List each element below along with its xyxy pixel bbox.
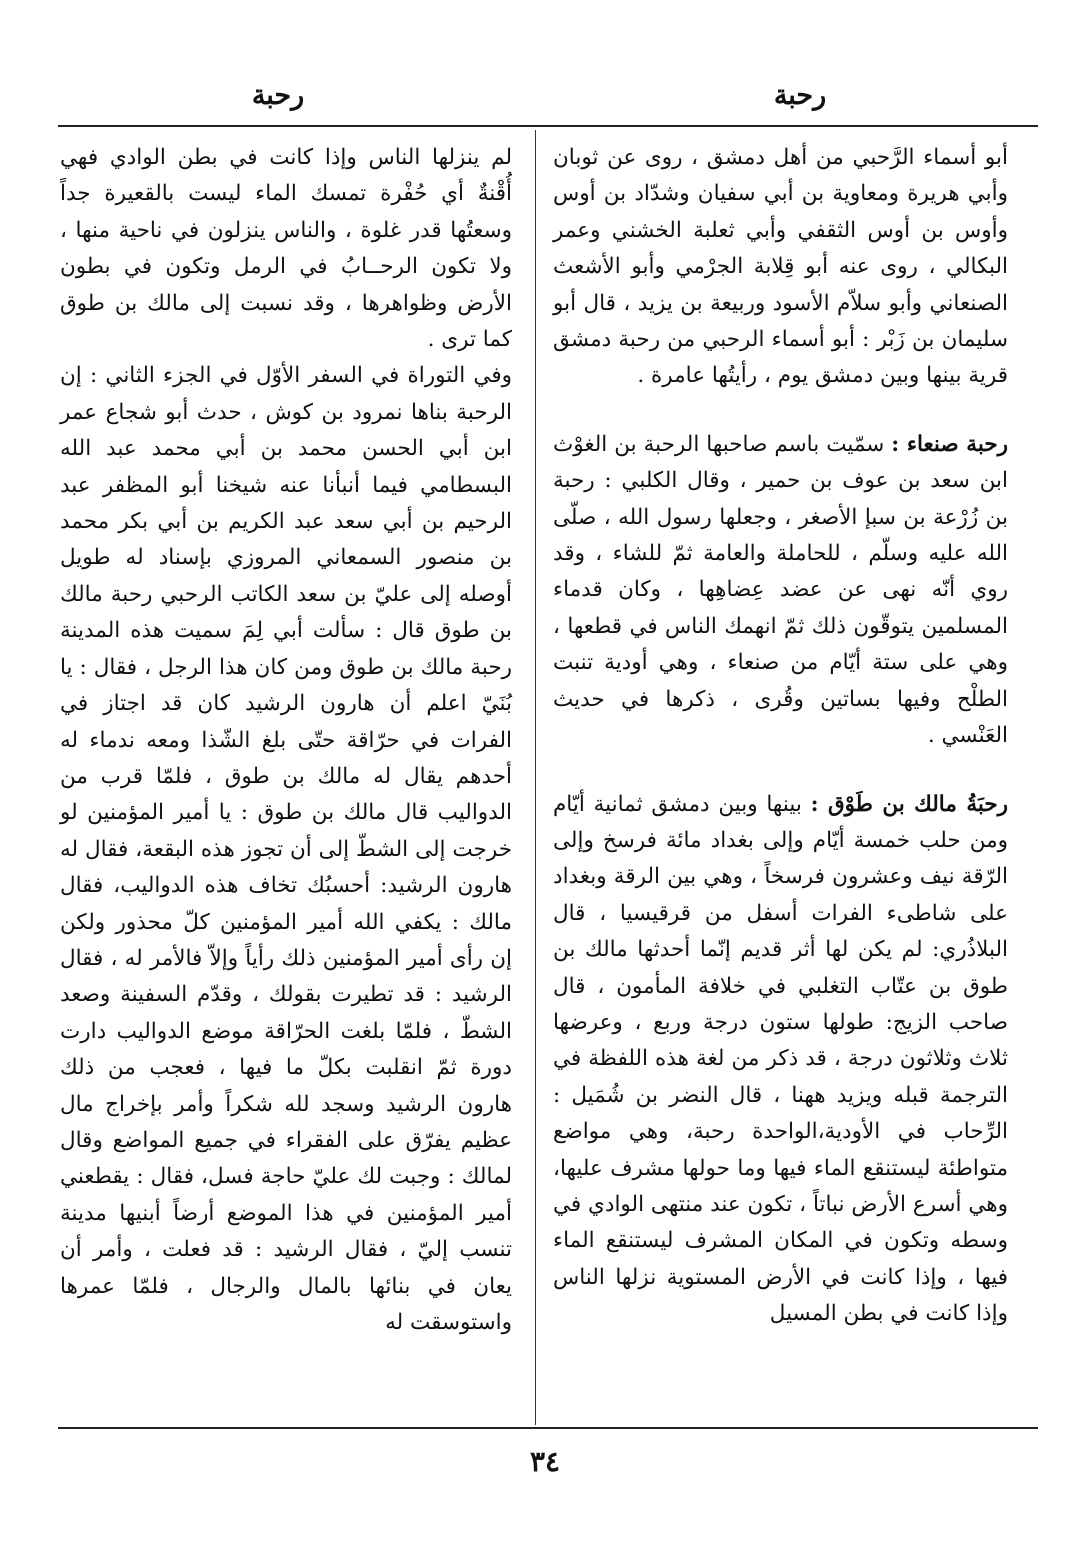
page-number: ٣٤ bbox=[529, 1445, 561, 1478]
paragraph-rahbat-malik bbox=[553, 787, 1008, 1333]
paragraph-rahbat-sanaa bbox=[553, 427, 1008, 755]
entry-heading-rahbat-sanaa: رحبة صنعاء : bbox=[891, 431, 1008, 457]
paragraph-torah-story: وفي التوراة في السفر الأوّل في الجزء الثاني : إن الرحبة بناها نمرود بن كوش ، حدث أبو شجاع عمر ابن أبي الحسن محمد بن أبي محمد عبد الله البسطامي فيما أنبأنا عنه شيخنا أبو المظفر عبد الرحيم بن أبي سعد عبد الكريم بن أبي بكر محمد بن منصور السمعاني المروزي بإسناد له طويل أوصله إلى عليّ بن سعد الكاتب الرحبي رحبة مالك بن طوق قال : سألت أبي لِمَ سميت هذه المدينة رحبة مالك بن طوق ومن كان هذا الرجل ، فقال : يا بُنَيّ اعلم أن هارون الرشيد كان قد اجتاز في الفرات في حرّاقة حتّى بلغ الشّذا ومعه ندماء له أحدهم يقال له مالك بن طوق ، فلمّا قرب من الدواليب قال مالك بن طوق : يا أمير المؤمنين لو خرجت إلى الشطّ إلى أن تجوز هذه البقعة، فقال له هارون الرشيد: أحسبُك تخاف هذه الدواليب، فقال مالك : يكفي الله أمير المؤمنين كلّ محذور ولكن إن رأى أمير المؤمنين ذلك رأياً وإلاّ فالأمر له ، فقال الرشيد : قد تطيرت بقولك ، وقدّم السفينة وصعد الشطّ ، فلمّا بلغت الحرّاقة موضع الدواليب دارت دورة ثمّ انقلبت بكلّ ما فيها ، فعجب من ذلك هارون الرشيد وسجد لله شكراً وأمر بإخراج مال عظيم يفرّق على الفقراء في جميع المواضع وقال لمالك : وجبت لك عليّ حاجة فسل، فقال : يقطعني أمير المؤمنين في هذا الموضع أرضاً أبنيها مدينة تنسب إليّ ، فقال الرشيد : قد فعلت ، وأمر أن يعان في بنائها بالمال والرجال ، فلمّا عمرها واستوسقت له bbox=[60, 363, 512, 1335]
entry-body-rahbat-malik: بينها وبين دمشق ثمانية أيّام ومن حلب خمسة أيّام وإلى بغداد مائة فرسخ وإلى الرّقة نيف وعشرون فرسخاً ، وهي بين الرقة وبغداد على شاطىء الفرات أسفل من قرقيسيا ، قال البلاذُري: لم يكن لها أثر قديم إنّما أحدثها مالك بن طوق بن عتّاب التغلبي في خلافة المأمون ، قال صاحب الزيج: طولها ستون درجة وربع ، وعرضها ثلاث وثلاثون درجة ، قد ذكر من لغة هذه اللفظة في الترجمة قبله ويزيد ههنا ، قال النضر بن شُمَيل : الرِّحاب في الأودية،الواحدة رحبة، وهي مواضع متواطئة ليستنقع الماء فيها وما حولها مشرف عليها، وهي أسرع الأرض نباتاً ، تكون عند منتهى الوادي في وسطه وتكون في المكان المشرف ليستنقع الماء فيها ، وإذا كانت في الأرض المستوية نزلها الناس وإذا كانت في بطن المسيل bbox=[553, 791, 1008, 1327]
left-column bbox=[60, 140, 512, 1341]
paragraph-abu-asma: أبو أسماء الرَّحبي من أهل دمشق ، روى عن ثوبان وأبي هريرة ومعاوية بن أبي سفيان وشدّاد بن أوس وأوس بن أوس الثقفي وأبي ثعلبة الخشني وعمر البكالي ، روى عنه أبو قِلابة الجرْمي وأبو الأشعث الصنعاني وأبو سلاّم الأسود وربيعة بن يزيد ، قال أبو سليمان بن زَبْر : أبو أسماء الرحبي من رحبة دمشق قرية بينها وبين دمشق يوم ، رأيتُها عامرة . bbox=[553, 145, 1008, 389]
entry-body-rahbat-sanaa: سمّيت باسم صاحبها الرحبة بن الغوْث ابن سعد بن عوف بن حمير ، وقال الكلبي : رحبة بن زُرْعة بن سبإ الأصغر ، وجعلها رسول الله ، صلّى الله عليه وسلّم ، للحاملة والعامة ثمّ للشاء ، وقد روي أنّه نهى عن عضد عِضاهِها ، وكان قدماء المسلمين يتوقّون ذلك ثمّ انهمك الناس في قطعها ، وهي على ستة أيّام من صنعاء ، وهي أودية تنبت الطلْح وفيها بساتين وقُرى ، ذكرها في حديث العَنْسي . bbox=[553, 431, 1008, 749]
entry-heading-rahbat-malik: رحبَةُ مالك بن طَوْق : bbox=[810, 791, 1009, 817]
right-column bbox=[553, 140, 1008, 1333]
column-divider bbox=[535, 130, 536, 1425]
bottom-rule bbox=[58, 1427, 1038, 1429]
top-rule bbox=[58, 125, 1038, 127]
paragraph-continuation: لم ينزلها الناس وإذا كانت في بطن الوادي فهي أُقْنةٌ أي حُفْرة تمسك الماء ليست بالقعيرة جداً وسعتُها قدر غلوة ، والناس ينزلون في ناحية منها ، ولا تكون الرحــابُ في الرمل وتكون في بطون الأرض وظواهرها ، وقد نسبت إلى مالك بن طوق كما ترى . bbox=[60, 145, 512, 353]
running-head-left: رحبة bbox=[251, 80, 305, 111]
running-head-right: رحبة bbox=[773, 80, 827, 111]
